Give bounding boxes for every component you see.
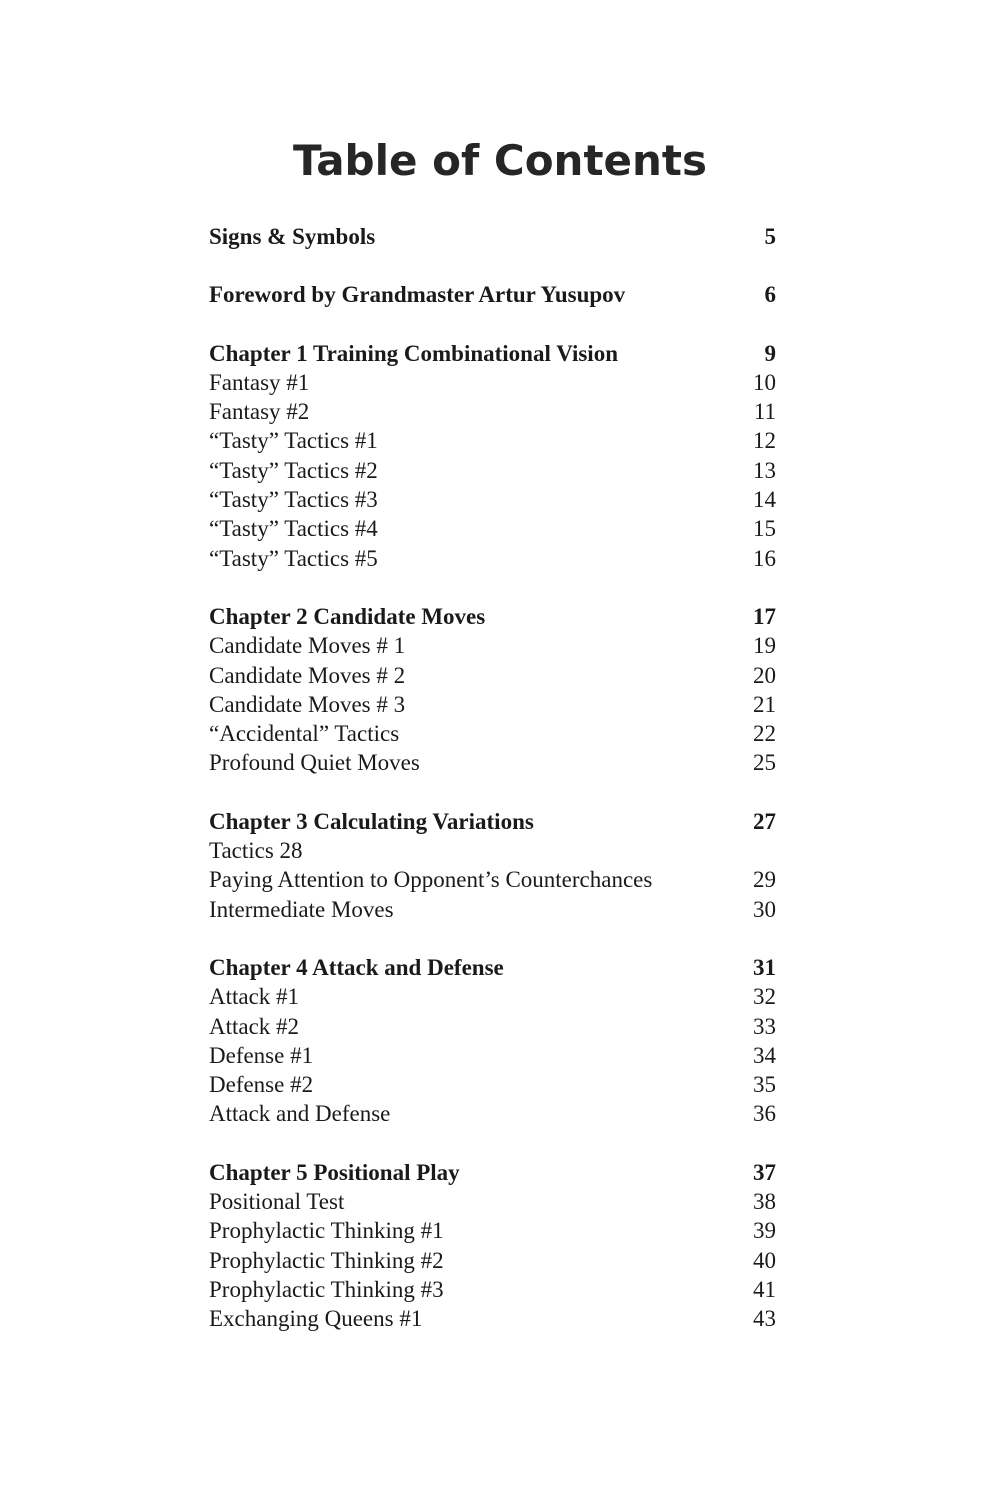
toc-entry-label: Fantasy #2 bbox=[209, 399, 310, 425]
toc-page-number: 27 bbox=[753, 808, 776, 834]
toc-page-number: 31 bbox=[753, 954, 776, 980]
toc-entry-label: Defense #2 bbox=[209, 1072, 314, 1098]
toc-entry-label: Paying Attention to Opponent’s Counterchances bbox=[209, 867, 653, 893]
toc-page-number: 21 bbox=[753, 691, 776, 717]
toc-heading-label: Chapter 5 Positional Play bbox=[209, 1159, 460, 1185]
toc-entry-label: Prophylactic Thinking #1 bbox=[209, 1218, 444, 1244]
toc-entry-row bbox=[209, 1246, 776, 1275]
toc-heading-label: Chapter 1 Training Combinational Vision bbox=[209, 340, 618, 366]
toc-heading-row bbox=[209, 807, 776, 836]
toc-entry-label: Attack #1 bbox=[209, 984, 300, 1010]
toc-entry-label: “Accidental” Tactics bbox=[209, 721, 400, 747]
toc-entry-row bbox=[209, 544, 776, 573]
toc-entry-row bbox=[209, 865, 776, 894]
toc-entry-row bbox=[209, 895, 776, 924]
toc-entry-label: Positional Test bbox=[209, 1189, 345, 1215]
toc-section bbox=[209, 1158, 776, 1334]
toc-entry-label: Attack and Defense bbox=[209, 1101, 391, 1127]
toc-page-number: 30 bbox=[753, 896, 776, 922]
toc-heading-label: Foreword by Grandmaster Artur Yusupov bbox=[209, 282, 626, 308]
toc-entry-label: Intermediate Moves bbox=[209, 896, 394, 922]
toc-heading-label: Chapter 4 Attack and Defense bbox=[209, 954, 504, 980]
toc-entry-label: Fantasy #1 bbox=[209, 369, 310, 395]
toc-heading-row bbox=[209, 1158, 776, 1187]
toc-heading-row bbox=[209, 953, 776, 982]
toc-section bbox=[209, 602, 776, 778]
toc-entry-row bbox=[209, 836, 776, 865]
toc-entry-label: Candidate Moves # 2 bbox=[209, 662, 406, 688]
toc-page-number: 43 bbox=[753, 1306, 776, 1332]
toc-page-number: 37 bbox=[753, 1159, 776, 1185]
toc-heading-row bbox=[209, 222, 776, 251]
toc-section bbox=[209, 280, 776, 309]
toc-entry-label: “Tasty” Tactics #5 bbox=[209, 545, 378, 571]
toc-entry-row bbox=[209, 514, 776, 543]
toc-heading-label: Signs & Symbols bbox=[209, 224, 376, 249]
toc-entry-row bbox=[209, 1070, 776, 1099]
toc-heading-row bbox=[209, 602, 776, 631]
toc-heading-label: Chapter 2 Candidate Moves bbox=[209, 603, 486, 629]
toc-entry-row bbox=[209, 661, 776, 690]
toc-page-number: 9 bbox=[764, 340, 776, 366]
toc-page-number: 12 bbox=[753, 428, 776, 454]
toc-page-number: 22 bbox=[753, 721, 776, 747]
toc-page-number: 38 bbox=[753, 1189, 776, 1215]
toc-page-number: 39 bbox=[753, 1218, 776, 1244]
toc-entry-row bbox=[209, 456, 776, 485]
toc-page-number: 36 bbox=[753, 1101, 776, 1127]
toc-entry-row bbox=[209, 368, 776, 397]
toc-entry-row bbox=[209, 485, 776, 514]
toc-entry-row bbox=[209, 982, 776, 1011]
toc-entry-row bbox=[209, 426, 776, 455]
toc-entry-label: Attack #2 bbox=[209, 1013, 300, 1039]
toc-page-number: 11 bbox=[753, 399, 776, 425]
toc-entry-label: “Tasty” Tactics #1 bbox=[209, 428, 378, 454]
toc-entry-label: Profound Quiet Moves bbox=[209, 750, 420, 776]
toc-page-number: 29 bbox=[753, 867, 776, 893]
toc-page-number: 19 bbox=[753, 633, 776, 659]
toc-page-number: 17 bbox=[753, 603, 776, 629]
toc-entry-row bbox=[209, 1275, 776, 1304]
toc-entry-label: Prophylactic Thinking #2 bbox=[209, 1247, 444, 1273]
toc-heading-row bbox=[209, 280, 776, 309]
toc-page-number: 34 bbox=[753, 1042, 776, 1068]
toc-page-number: 10 bbox=[753, 369, 776, 395]
toc-entry-label: Exchanging Queens #1 bbox=[209, 1306, 423, 1332]
toc-page-number: 40 bbox=[753, 1247, 776, 1273]
toc-entry-label: “Tasty” Tactics #4 bbox=[209, 516, 378, 542]
page-title: Table of Contents bbox=[292, 136, 707, 185]
toc-entry-label: Prophylactic Thinking #3 bbox=[209, 1276, 444, 1302]
toc-page-number: 25 bbox=[753, 750, 776, 776]
toc-entry-row bbox=[209, 1041, 776, 1070]
toc-entry-row bbox=[209, 1187, 776, 1216]
toc-entry-row bbox=[209, 748, 776, 777]
toc-section bbox=[209, 339, 776, 573]
toc-entry-row bbox=[209, 1304, 776, 1333]
toc-page-number: 14 bbox=[753, 487, 776, 513]
toc-entry-label: “Tasty” Tactics #2 bbox=[209, 457, 378, 483]
toc-entry-row bbox=[209, 1216, 776, 1245]
toc-page-number: 13 bbox=[753, 457, 776, 483]
table-of-contents bbox=[209, 222, 776, 1363]
toc-entry-row bbox=[209, 690, 776, 719]
toc-entry-row bbox=[209, 631, 776, 660]
toc-page-number: 20 bbox=[753, 662, 776, 688]
toc-section bbox=[209, 807, 776, 924]
toc-entry-row bbox=[209, 719, 776, 748]
toc-page-number: 15 bbox=[753, 516, 776, 542]
toc-page-number: 16 bbox=[753, 545, 776, 571]
toc-entry-label: Candidate Moves # 1 bbox=[209, 633, 406, 659]
toc-page-number: 33 bbox=[753, 1013, 776, 1039]
toc-heading-label: Chapter 3 Calculating Variations bbox=[209, 808, 534, 834]
toc-section bbox=[209, 222, 776, 251]
toc-heading-row bbox=[209, 339, 776, 368]
toc-entry-label: Candidate Moves # 3 bbox=[209, 691, 406, 717]
toc-entry-row bbox=[209, 1012, 776, 1041]
toc-page-number: 41 bbox=[753, 1276, 776, 1302]
toc-section bbox=[209, 953, 776, 1129]
toc-page-number: 5 bbox=[764, 224, 776, 249]
toc-page-number: 6 bbox=[764, 282, 776, 308]
toc-entry-label: Tactics 28 bbox=[209, 838, 303, 864]
toc-entry-label: Defense #1 bbox=[209, 1042, 314, 1068]
toc-entry-row bbox=[209, 397, 776, 426]
toc-page-number: 32 bbox=[753, 984, 776, 1010]
toc-entry-row bbox=[209, 1099, 776, 1128]
toc-entry-label: “Tasty” Tactics #3 bbox=[209, 487, 378, 513]
toc-page-number: 35 bbox=[753, 1072, 776, 1098]
